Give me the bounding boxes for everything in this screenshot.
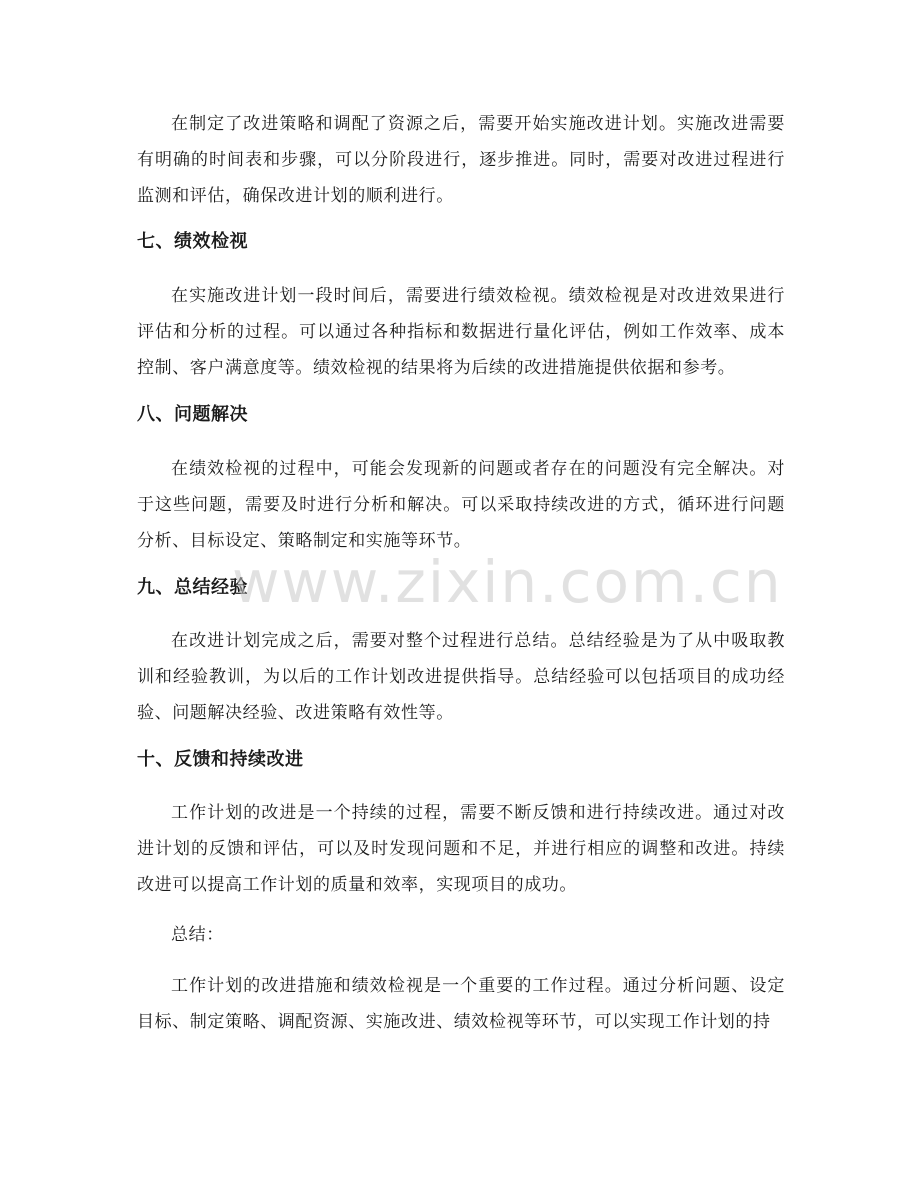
heading-feedback-improvement: 十、反馈和持续改进	[137, 749, 304, 770]
heading-performance-review: 七、绩效检视	[137, 231, 248, 252]
paragraph-implementation: 在制定了改进策略和调配了资源之后，需要开始实施改进计划。实施改进需要有明确的时间表和步骤，可以分阶段进行，逐步推进。同时，需要对改进过程进行监测和评估，确保改进计划的顺利进行。	[137, 114, 785, 206]
paragraph-feedback-improvement: 工作计划的改进是一个持续的过程，需要不断反馈和进行持续改进。通过对改进计划的反馈和评估，可以及时发现问题和不足，并进行相应的调整和改进。持续改进可以提高工作计划的质量和效率，实现项目的成功。	[137, 803, 785, 895]
summary-label: 总结：	[171, 925, 224, 945]
heading-summarize-experience: 九、总结经验	[137, 577, 248, 598]
heading-problem-solving: 八、问题解决	[137, 404, 248, 425]
watermark: www.zixin.com.cn	[232, 548, 783, 616]
paragraph-problem-solving: 在绩效检视的过程中，可能会发现新的问题或者存在的问题没有完全解决。对于这些问题，需要及时进行分析和解决。可以采取持续改进的方式，循环进行问题分析、目标设定、策略制定和实施等环节。	[137, 459, 785, 551]
paragraph-summarize-experience: 在改进计划完成之后，需要对整个过程进行总结。总结经验是为了从中吸取教训和经验教训，为以后的工作计划改进提供指导。总结经验可以包括项目的成功经验、问题解决经验、改进策略有效性等。	[137, 631, 785, 723]
paragraph-performance-review: 在实施改进计划一段时间后，需要进行绩效检视。绩效检视是对改进效果进行评估和分析的过程。可以通过各种指标和数据进行量化评估，例如工作效率、成本控制、客户满意度等。绩效检视的结果将为后续的改进措施提供依据和参考。	[137, 286, 785, 378]
paragraph-summary: 工作计划的改进措施和绩效检视是一个重要的工作过程。通过分析问题、设定目标、制定策略、调配资源、实施改进、绩效检视等环节，可以实现工作计划的持	[137, 976, 785, 1032]
